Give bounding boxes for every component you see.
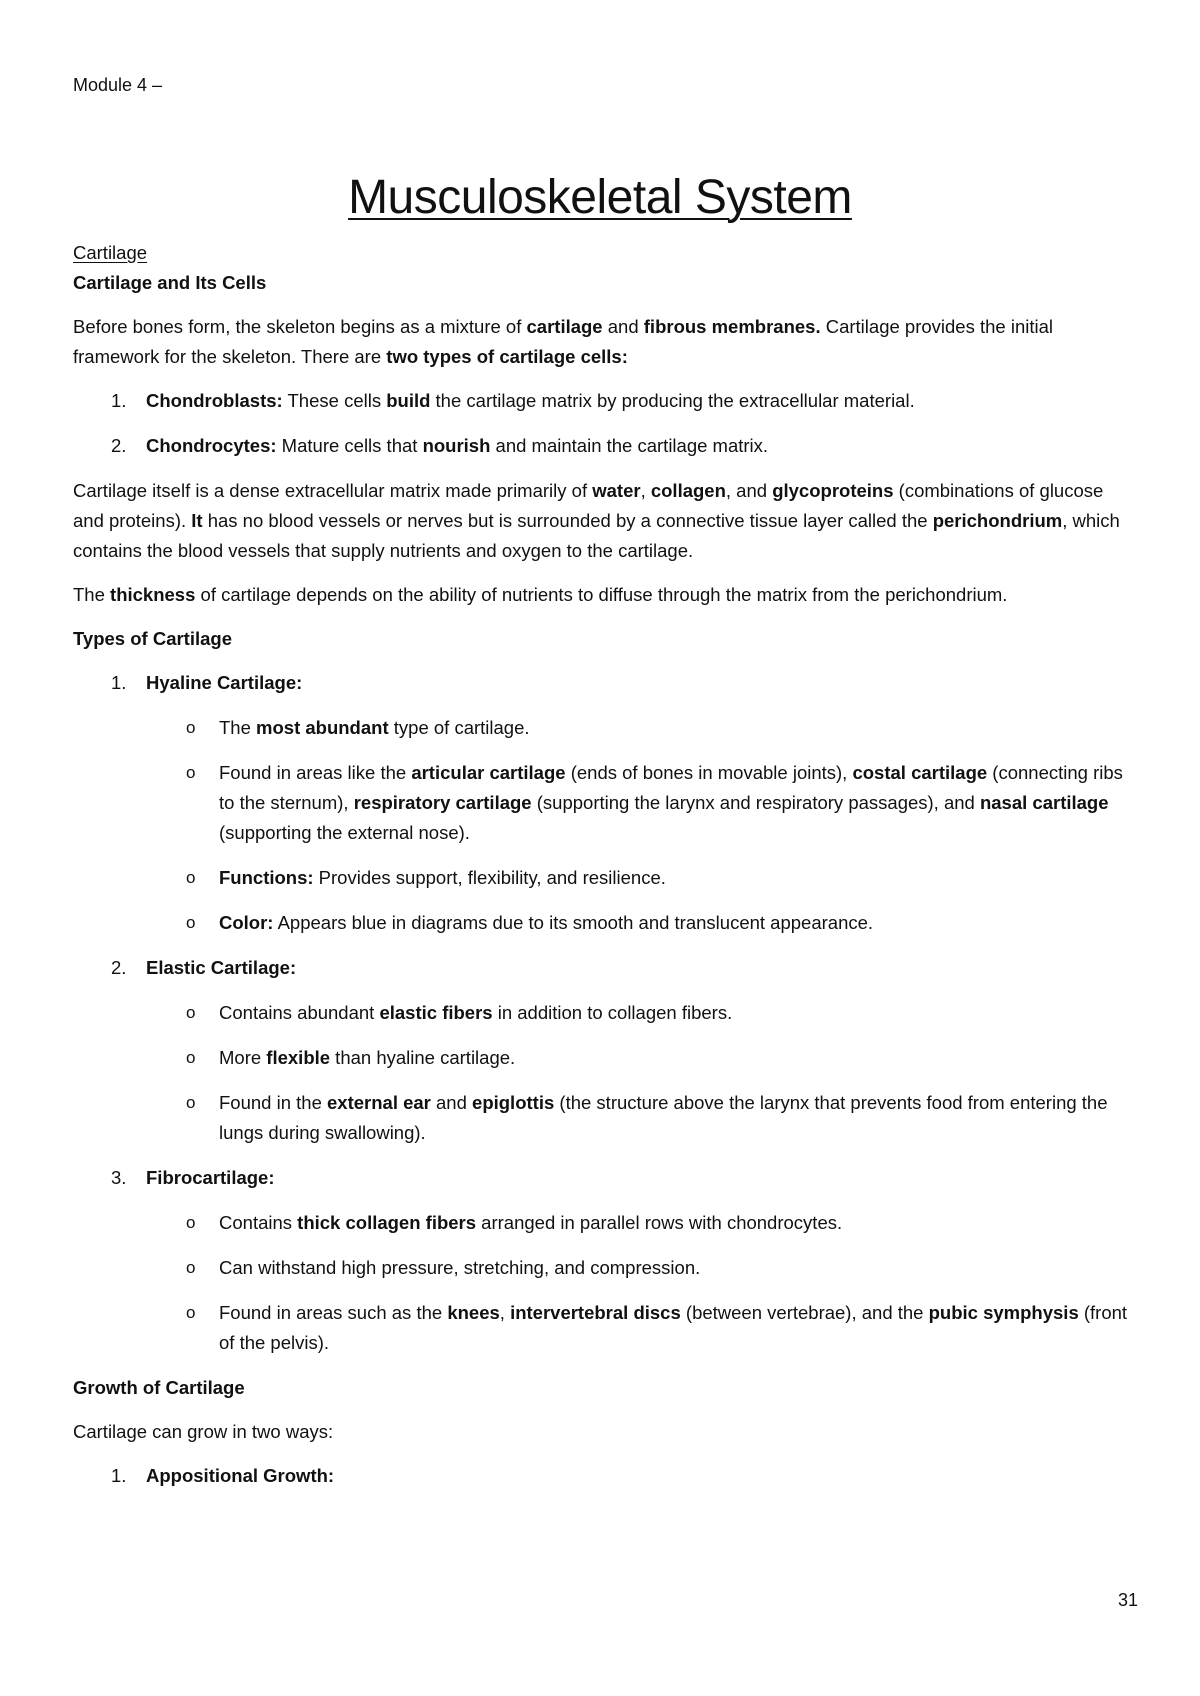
cell-types-list xyxy=(73,386,1138,461)
list-item: o Found in areas such as the knees, intervertebral discs (between vertebrae), and the pubic symphysis (front of the pelvis). xyxy=(186,1302,1128,1353)
paragraph-matrix: Cartilage itself is a dense extracellular matrix made primarily of water, collagen, and glycoproteins (combinations of glucose and proteins). It has no blood vessels or nerves but is surrounded by a connective tissue layer called the perichondrium, which contains the blood vessels that supply nutrients and oxygen to the cartilage. xyxy=(73,480,1120,561)
list-item: 2. Chondrocytes: Mature cells that nourish and maintain the cartilage matrix. xyxy=(111,435,769,456)
list-item: o Contains thick collagen fibers arranged in parallel rows with chondrocytes. xyxy=(186,1212,843,1233)
paragraph-intro: Before bones form, the skeleton begins as a mixture of cartilage and fibrous membranes. Cartilage provides the initial framework for the skeleton. There are two types of cartilage cells: xyxy=(73,316,1053,367)
list-item: o The most abundant type of cartilage. xyxy=(186,717,530,738)
list-item-elastic: 2. Elastic Cartilage: o Contains abundant elastic fibers in addition to collagen fibers. o More flexible than hyaline cartilage. o Found in the external ear and epiglottis (the structure above the larynx that prevents food from entering the lungs during swallowing). xyxy=(73,953,1138,1148)
fibro-bullets xyxy=(146,1208,1138,1358)
heading-types: Types of Cartilage xyxy=(73,628,233,649)
heading-growth: Growth of Cartilage xyxy=(73,1377,245,1398)
paragraph-thickness: The thickness of cartilage depends on the ability of nutrients to diffuse through the matrix from the perichondrium. xyxy=(73,584,1008,605)
list-item: o More flexible than hyaline cartilage. xyxy=(186,1047,516,1068)
paragraph-growth-intro: Cartilage can grow in two ways: xyxy=(73,1421,334,1442)
list-item: 1. Appositional Growth: xyxy=(111,1465,335,1486)
list-item: o Found in areas like the articular cartilage (ends of bones in movable joints), costal cartilage (connecting ribs to the sternum), respiratory cartilage (supporting the larynx and respiratory passages), and nasal cartilage (supporting the external nose). xyxy=(186,762,1123,843)
list-item: o Functions: Provides support, flexibility, and resilience. xyxy=(186,867,666,888)
hyaline-bullets xyxy=(146,713,1138,938)
page-number: 31 xyxy=(1117,1590,1138,1610)
cartilage-types-list xyxy=(73,668,1138,1358)
list-item: o Color: Appears blue in diagrams due to its smooth and translucent appearance. xyxy=(186,912,874,933)
module-label: Module 4 – xyxy=(73,75,163,95)
list-item: o Contains abundant elastic fibers in addition to collagen fibers. xyxy=(186,1002,733,1023)
list-item: o Found in the external ear and epiglottis (the structure above the larynx that prevents food from entering the lungs during swallowing). xyxy=(186,1092,1108,1143)
list-item-fibro: 3. Fibrocartilage: o Contains thick collagen fibers arranged in parallel rows with chondrocytes. o Can withstand high pressure, stretching, and compression. o Found in areas such as the knees, intervertebral discs (between vertebrae), and the pubic symphysis (front of the pelvis). xyxy=(73,1163,1138,1358)
elastic-bullets xyxy=(146,998,1138,1148)
heading-cartilage-cells: Cartilage and Its Cells xyxy=(73,272,267,293)
list-item-hyaline: 1. Hyaline Cartilage: o The most abundant type of cartilage. o Found in areas like the articular cartilage (ends of bones in movable joints), costal cartilage (connecting ribs to the sternum), respiratory cartilage (supporting the larynx and respiratory passages), and nasal cartilage (supporting the external nose). o Functions: Provides support, flexibility, and resilience. o Color: Appears blue in diagrams due to its smooth and translucent appearance. xyxy=(73,668,1138,938)
content xyxy=(73,238,1138,1506)
list-item: o Can withstand high pressure, stretching, and compression. xyxy=(186,1257,701,1278)
growth-list xyxy=(73,1461,1138,1491)
section-cartilage: Cartilage xyxy=(73,242,148,263)
section-heading xyxy=(73,238,1138,268)
list-item: 1. Chondroblasts: These cells build the cartilage matrix by producing the extracellular material. xyxy=(111,390,915,411)
page-title: Musculoskeletal System xyxy=(348,171,852,224)
